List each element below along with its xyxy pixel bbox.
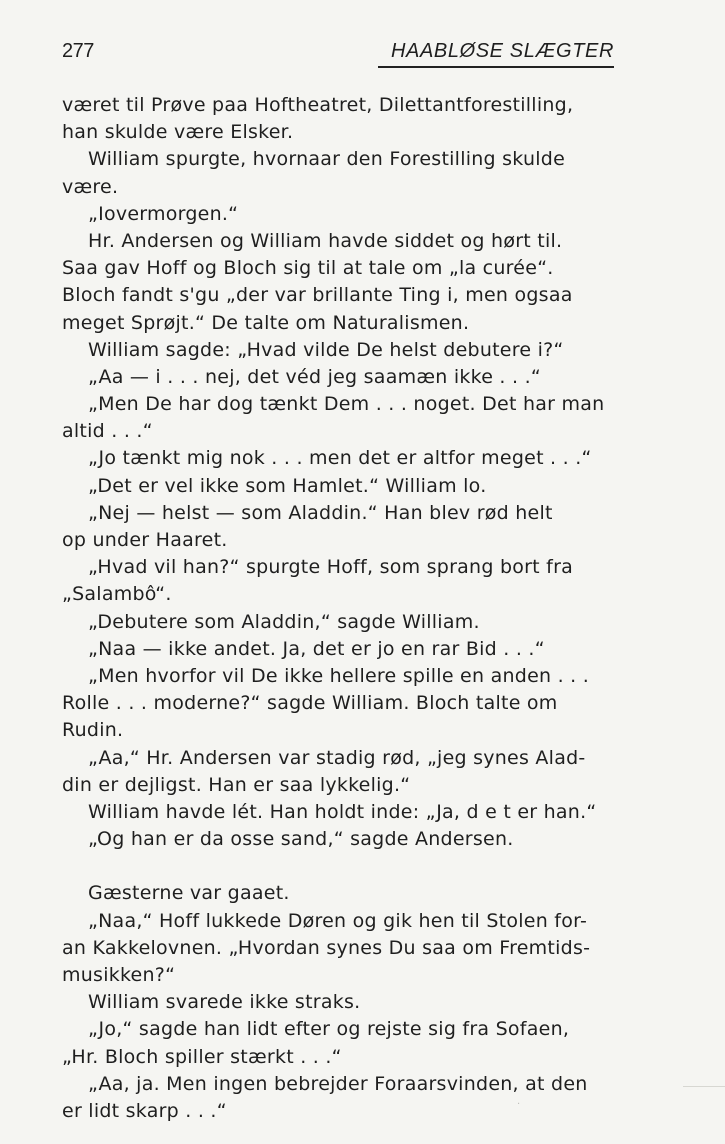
text-line: musikken?“ [62,964,176,986]
text-line: „Nej — helst — som Aladdin.“ Han blev rød helt [88,501,553,524]
text-line: været til Prøve paa Hoftheatret, Dilettantforestilling, [62,94,574,116]
text-line: „Aa — i . . . nej, det véd jeg saamæn ikke . . .“ [88,365,541,388]
scan-dot: · [517,1099,521,1110]
text-line: være. [62,175,119,198]
text-line: din er dejligst. Han er saa lykkelig.“ [62,773,411,796]
text-line: „Aa,“ Hr. Andersen var stadig rød, „jeg synes Alad- [88,746,586,769]
text-line: han skulde være Elsker. [62,121,294,144]
running-title: HAABLØSE SLÆGTER [391,40,614,62]
page-body [62,92,614,1125]
text-line: op under Haaret. [62,529,228,551]
text-line: Hr. Andersen og William havde siddet og hørt til. [88,229,563,252]
text-line: Rolle . . . moderne?“ sagde William. Bloch talte om [62,692,558,715]
text-line: „Hr. Bloch spiller stærkt . . .“ [62,1045,342,1068]
text-line: meget Sprøjt.“ De talte om Naturalismen. [62,311,470,334]
text-line: „Og han er da osse sand,“ sagde Andersen. [88,828,514,851]
text-line: „Hvad vil han?“ spurgte Hoff, som sprang bort fra [88,556,574,579]
text-line: „Det er vel ikke som Hamlet.“ William lo. [88,474,487,497]
text-line: Bloch fandt s'gu „der var brillante Ting i, men ogsaa [62,284,573,307]
text-line: „Men De har dog tænkt Dem . . . noget. Det har man [88,393,605,416]
text-line: „Naa,“ Hoff lukkede Døren og gik hen til Stolen for- [88,909,588,932]
text-line: Rudin. [62,719,124,742]
scan-edge-line [683,1086,725,1087]
text-line: „Aa, ja. Men ingen bebrejder Foraarsvinden, at den [88,1072,588,1095]
text-line: er lidt skarp . . .“ [62,1099,227,1122]
header-rule [378,66,614,68]
text-line: „Iovermorgen.“ [88,202,239,225]
section-gap [62,853,614,880]
text-line: William svarede ikke straks. [88,991,361,1014]
text-line: „Jo,“ sagde han lidt efter og rejste sig fra Sofaen, [88,1018,570,1041]
text-line: „Jo tænkt mig nok . . . men det er altfor meget . . .“ [88,447,592,470]
text-line: Saa gav Hoff og Bloch sig til at tale om „la curée“. [62,257,554,280]
text-line: „Salambô“. [62,583,172,606]
text-line: an Kakkelovnen. „Hvordan synes Du saa om Fremtids- [62,936,591,959]
text-line: William havde lét. Han holdt inde: „Ja, d e t er han.“ [88,800,597,823]
text-line: William sagde: „Hvad vilde De helst debutere i?“ [88,338,564,361]
text-line: „Men hvorfor vil De ikke hellere spille en anden . . . [88,664,590,687]
text-line: altid . . .“ [62,420,153,443]
text-line: William spurgte, hvornaar den Forestilling skulde [88,148,566,171]
text-line: „Debutere som Aladdin,“ sagde William. [88,610,480,633]
text-line: „Naa — ikke andet. Ja, det er jo en rar Bid . . .“ [88,637,545,660]
text-line: Gæsterne var gaaet. [88,882,290,905]
page-number: 277 [62,40,94,62]
